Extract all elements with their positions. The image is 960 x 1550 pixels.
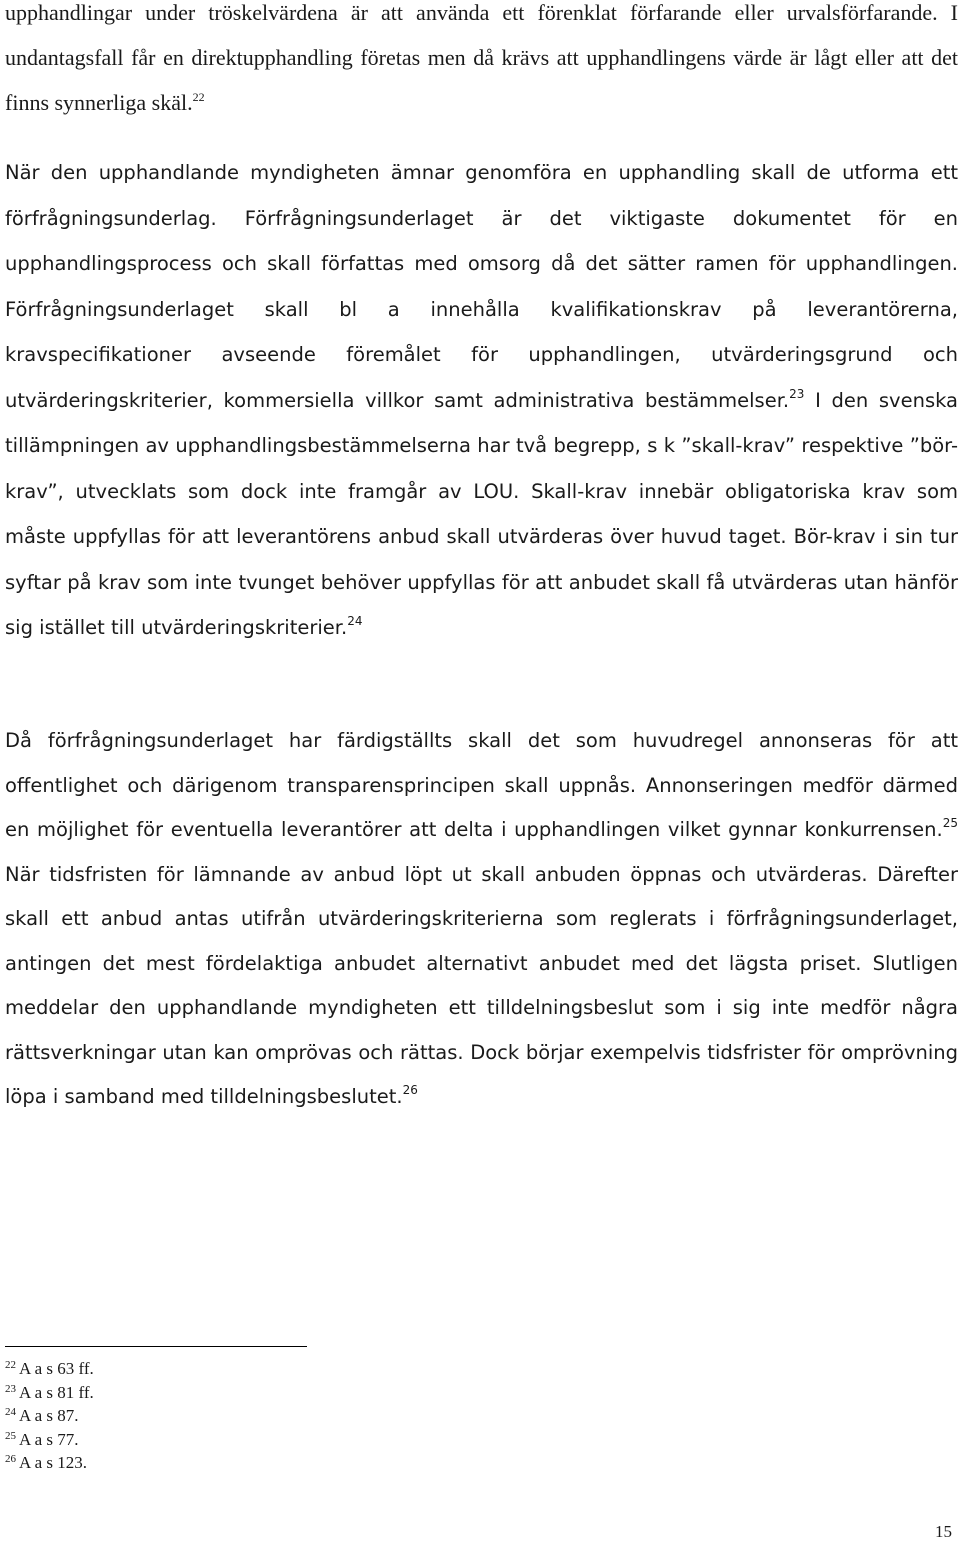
footnote-item — [5, 1428, 94, 1452]
paragraph-tender-documents-text-b: I den svenska tillämpningen av upphandlingsbestämmelserna har två begrepp, s k ”skall-krav” respektive ”bör-krav”, utvecklats som dock inte framgår av LOU. Skall-krav innebär obligatoriska krav som måste uppfyllas för att leverantörens anbud skall utvärderas över huvud taget. Bör-krav i sin tur syftar på krav som inte tvunget behöver uppfyllas för att anbudet skall få utvärderas utan hänför sig istället till utvärderingskriterier. — [5, 388, 958, 639]
page-number: 15 — [935, 1522, 952, 1541]
footnote-text: A a s 81 ff. — [19, 1382, 94, 1402]
footnote-ref-26[interactable]: 26 — [402, 1083, 418, 1097]
paragraph-intro-text: upphandlingar under tröskelvärdena är att använda ett förenklat förfarande eller urvalsförfarande. I undantagsfall får en direktupphandling företas men då krävs att upphandlingens värde är lågt eller att det finns synnerliga skäl. — [5, 0, 958, 115]
footnote-number: 26 — [5, 1453, 16, 1465]
paragraph-tender-documents-text-a: När den upphandlande myndigheten ämnar genomföra en upphandling skall de utforma ett förfrågningsunderlag. Förfrågningsunderlaget är det viktigaste dokumentet för en upphandlingsprocess och skall författas med omsorg då det sätter ramen för upphandlingen. Förfrågningsunderlaget skall bl a innehålla kvalifikationskrav på leverantörerna, kravspecifikationer avseende föremålet för upphandlingen, utvärderingsgrund och utvärderingskriterier, kommersiella villkor samt administrativa bestämmelser. — [5, 161, 958, 412]
footnote-number: 23 — [5, 1382, 16, 1395]
footnote-ref-25[interactable]: 25 — [942, 816, 958, 830]
footnote-separator — [5, 1346, 307, 1347]
paragraph-announcement-text-b: När tidsfristen för lämnande av anbud löpt ut skall anbuden öppnas och utvärderas. Därefter skall ett anbud antas utifrån utvärderingskriterierna som reglerats i förfrågningsunderlaget, antingen det mest fördelaktiga anbudet alternativt anbudet med det lägsta priset. Slutligen meddelar den upphandlande myndigheten ett tilldelningsbeslut som i sig inte medför några rättsverkningar utan kan omprövas och rättas. Dock börjar exempelvis tidsfrister för omprövning löpa i samband med tilldelningsbeslutet. — [5, 862, 958, 1108]
paragraph-intro — [5, 0, 958, 125]
footnote-item — [5, 1404, 94, 1428]
footnote-text: A a s 123. — [19, 1453, 87, 1472]
footnote-item — [5, 1451, 94, 1475]
footnote-number: 22 — [5, 1359, 16, 1371]
footnote-ref-24[interactable]: 24 — [347, 614, 363, 628]
paragraph-announcement-text-a: Då förfrågningsunderlaget har färdigställts skall det som huvudregel annonseras för att offentlighet och därigenom transparensprincipen skall uppnås. Annonseringen medför därmed en möjlighet för eventuella leverantörer att delta i upphandlingen vilket gynnar konkurrensen. — [5, 729, 958, 841]
footnote-item — [5, 1381, 94, 1405]
footnote-number: 24 — [5, 1406, 16, 1418]
footnote-item — [5, 1357, 94, 1381]
footnote-ref-23[interactable]: 23 — [789, 386, 805, 401]
footnote-text: A a s 63 ff. — [19, 1359, 94, 1378]
footnotes-list — [5, 1357, 94, 1475]
footnote-text: A a s 77. — [19, 1429, 79, 1449]
footnote-ref-22[interactable]: 22 — [192, 90, 205, 104]
paragraph-announcement — [5, 719, 958, 1120]
footnote-number: 25 — [5, 1429, 16, 1442]
paragraph-tender-documents — [5, 150, 958, 651]
document-page — [5, 0, 958, 1550]
footnote-text: A a s 87. — [19, 1406, 79, 1425]
